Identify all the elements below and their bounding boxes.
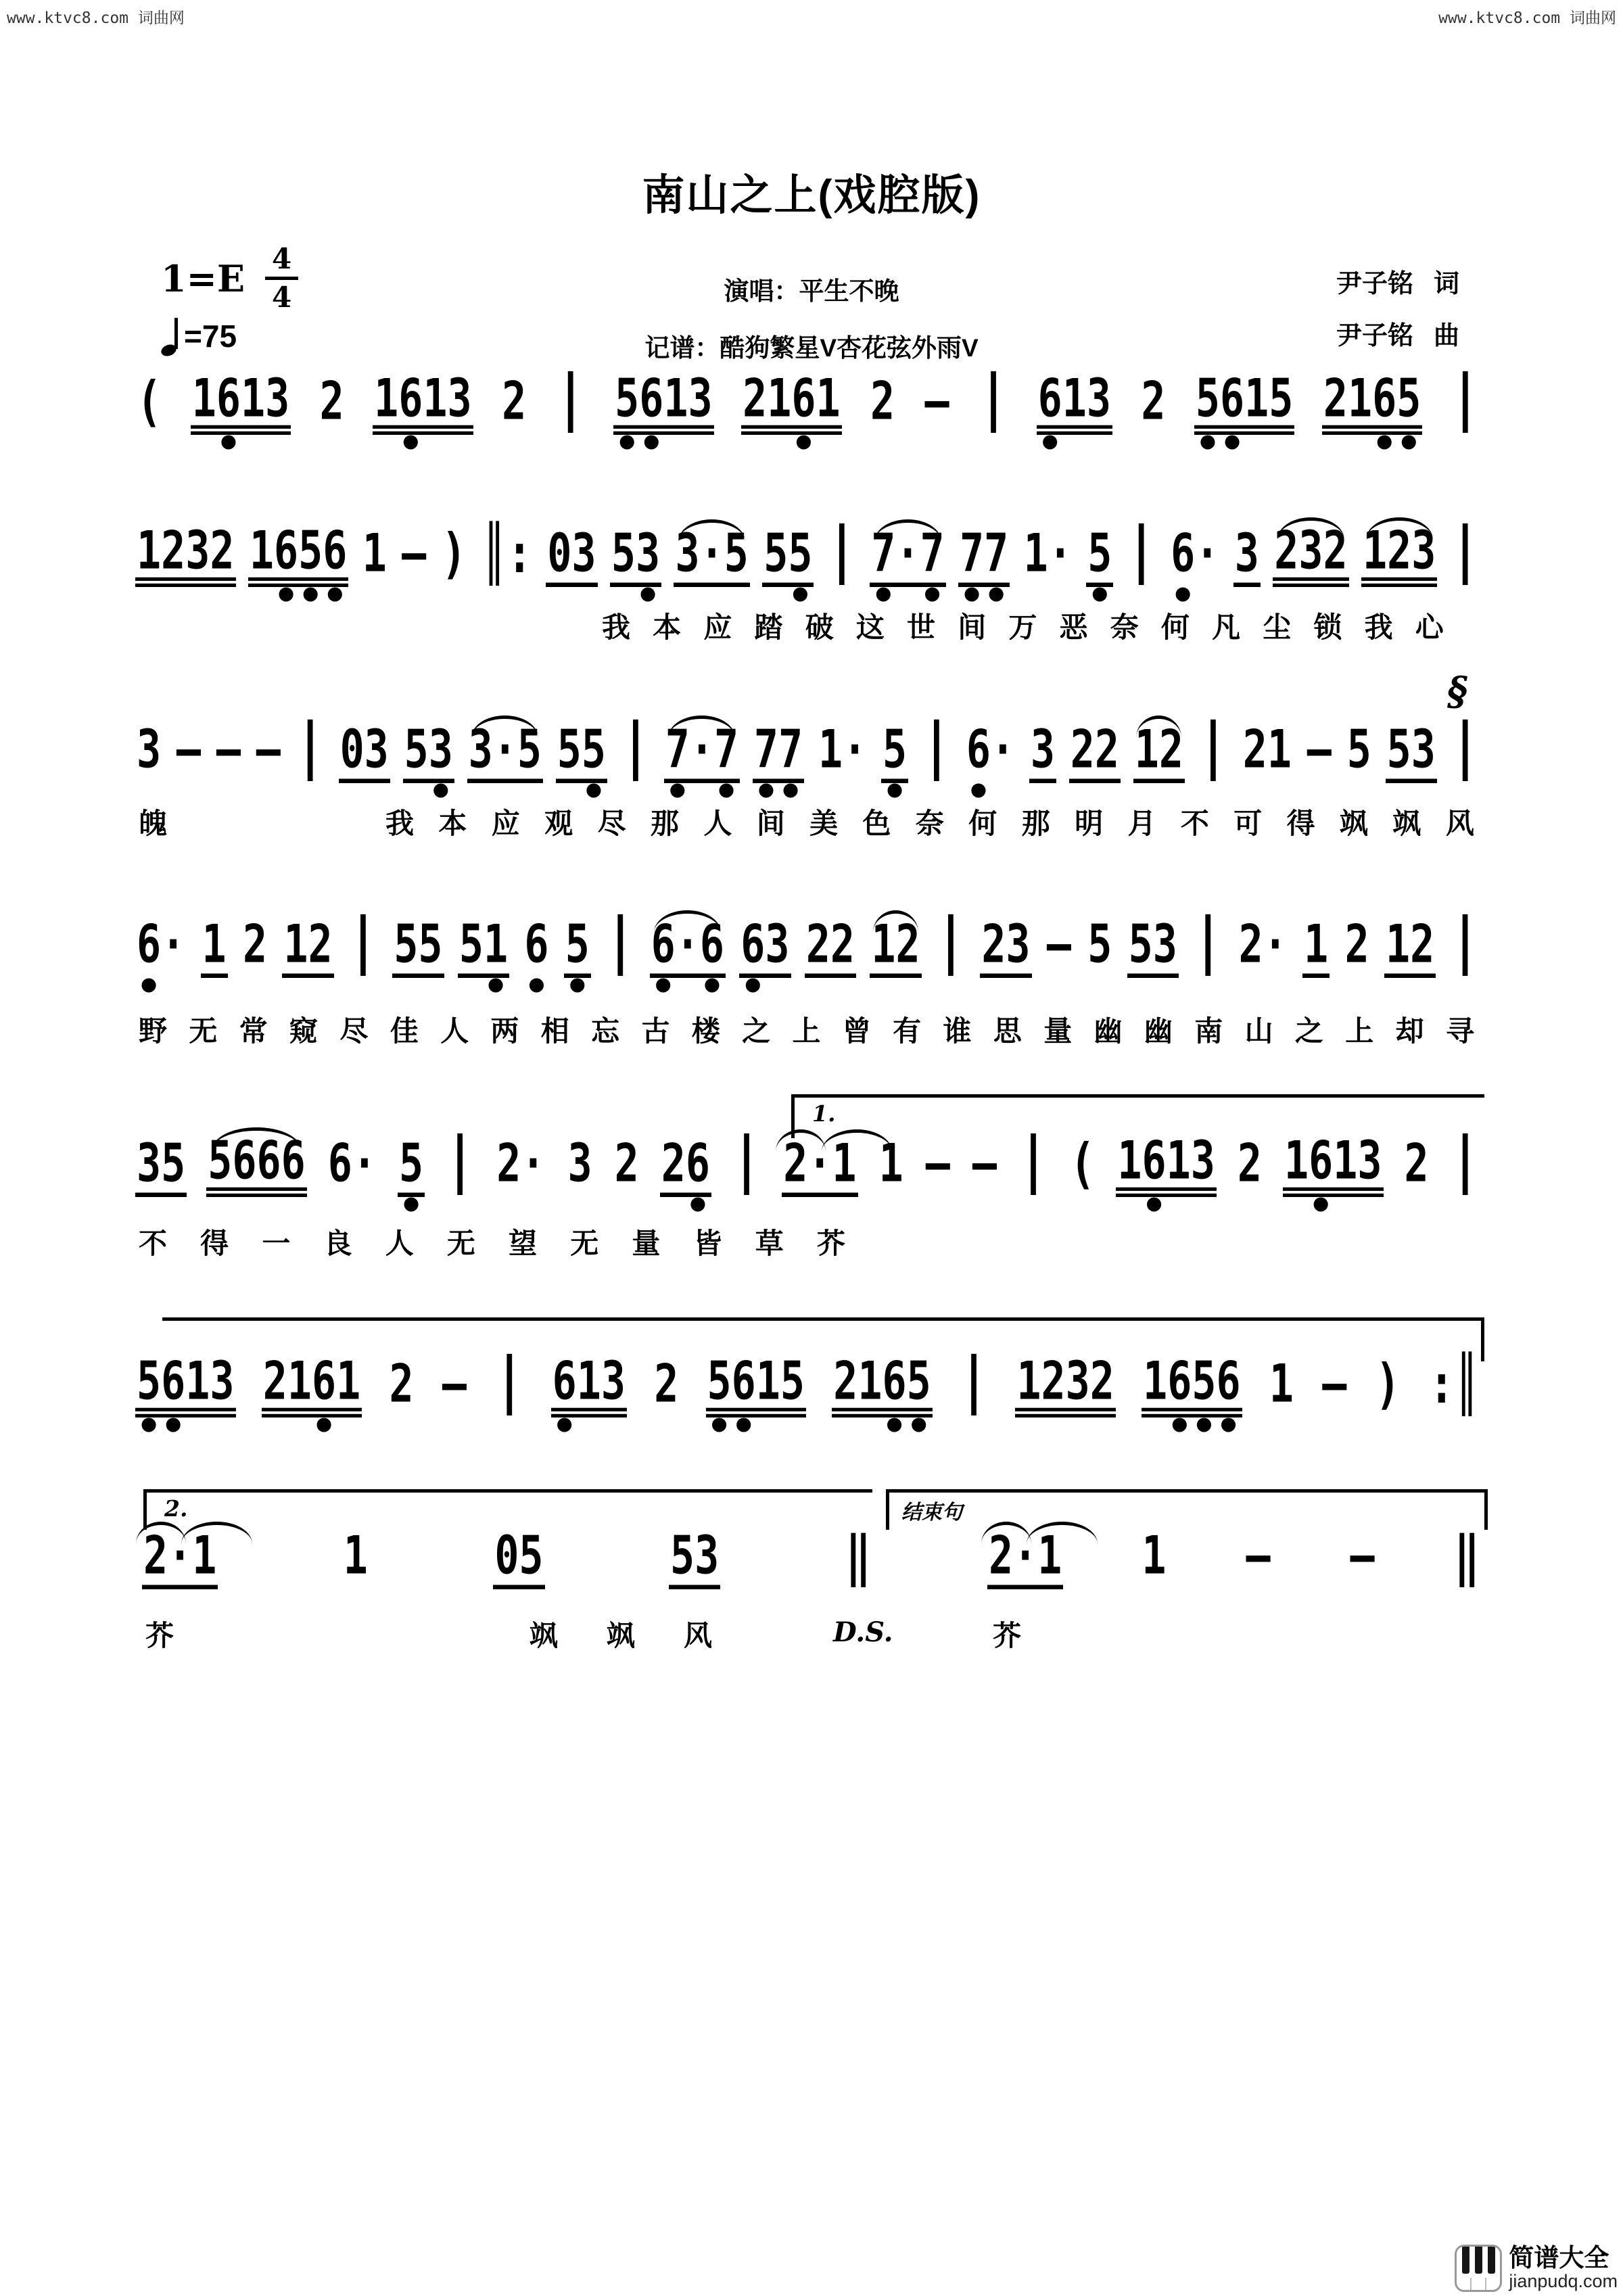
lyric-syllable: 尘 [1263,611,1292,643]
watermark-top-right: www.ktvc8.com 词曲网 [1438,9,1616,27]
note-token: 22 [805,932,856,1001]
lyric-syllable: 本 [653,611,682,643]
note-token: :║ [1429,1351,1480,1416]
note-token: 3 [1029,737,1056,806]
lyric-syllable: 上 [792,1015,821,1047]
lyrics-line-7 [530,1614,712,1654]
lyric-syllable: 却 [1395,1015,1424,1047]
lyric-syllable: 量 [1043,1015,1073,1047]
lyric-syllable: 我 [1364,611,1393,643]
lyric-syllable: 何 [1160,611,1190,643]
lyricist-credit [1336,262,1459,300]
lyric-syllable: 世 [907,611,936,643]
credits-center [644,271,978,364]
note-token: | [495,1343,524,1416]
note-token: 7·7 • • [871,523,945,619]
time-signature-denominator: 4 [271,281,292,314]
note-token: – [256,719,281,781]
lyric-syllable: 芥 [145,1620,174,1651]
note-token: 2 [1141,371,1166,433]
lyrics-line-4 [139,1009,1474,1050]
piano-keys-icon [1455,2245,1502,2292]
note-token: 3 [1233,541,1261,610]
note-token: – [1307,719,1332,781]
note-token: 1613 • [1117,1130,1215,1229]
note-token: 55 • [557,719,607,816]
lyric-syllable: 佳 [390,1015,419,1047]
note-token: 1 [362,523,387,585]
note-token: 1 [1269,1353,1294,1415]
lyric-syllable: 一 [262,1227,291,1259]
lyric-syllable: 幽 [1093,1015,1123,1047]
lyric-syllable: 草 [755,1227,784,1259]
note-token: 613 • [1037,368,1111,467]
note-token: 2161 • [743,368,841,467]
note-token: | [979,360,1008,434]
note-token: 2 [870,371,895,433]
lyric-syllable: 良 [323,1227,352,1259]
note-token: | [1451,1123,1480,1196]
lyric-syllable: 常 [239,1015,268,1047]
note-token: 05 [493,1543,544,1612]
segno-icon: § [1447,668,1468,714]
note-token: 7·7 • • [665,719,739,816]
note-token: 22 [1069,737,1121,806]
lyric-syllable: 踏 [754,611,783,643]
note-token: | [1018,1123,1048,1196]
note-token: | [732,1123,761,1196]
site-brand: 简谱大全 [1509,2244,1609,2272]
note-token: 1 [343,1525,368,1587]
note-token: – [924,371,949,433]
note-token: 5 • [399,1133,424,1229]
note-token: 5 • [1087,523,1112,619]
note-token: 1 [878,1133,903,1195]
note-token: 1 [201,932,228,1001]
lyric-syllable: 南 [1194,1015,1223,1047]
note-token: 77 •• [753,719,803,816]
note-token: 5615 •• [707,1351,805,1450]
note-token: | [1451,360,1480,434]
lyric-syllable: 魄 [139,807,168,839]
note-token: 12 [1133,737,1185,806]
lyric-syllable: 得 [1286,807,1315,839]
lyric-syllable: 皆 [693,1227,722,1259]
note-token: | [1451,904,1480,977]
note-token: ( [1070,1131,1096,1196]
note-token: 77 •• [960,523,1009,619]
note-token: 1613 • [1284,1130,1382,1229]
note-token: 6· • [1171,523,1220,619]
note-token: ( [137,369,162,434]
lyric-syllable: 飒 [530,1620,559,1651]
note-token: 2 [1344,914,1369,976]
note-token: 3 [137,719,162,781]
lyric-syllable: 可 [1233,807,1263,839]
note-token: 2·1 [782,1151,857,1220]
quarter-note-icon [161,317,180,356]
lyric-syllable: 不 [139,1227,168,1259]
note-token: ‖ [1454,1523,1480,1588]
lyric-syllable: 野 [139,1015,168,1047]
lyric-syllable: 人 [440,1015,469,1047]
lyric-syllable: 曾 [842,1015,871,1047]
lyric-syllable: 尽 [597,807,626,839]
note-token: 6·6 • • [651,914,724,1010]
lyric-syllable: 何 [968,807,997,839]
ending-label: 结束句 [901,1501,962,1524]
lyricist-name: 尹子铭 [1336,270,1413,298]
note-token: 2 [502,371,527,433]
note-token: 35 [135,1151,187,1220]
note-token: 2165 •• [1323,368,1421,467]
note-token: 03 [546,541,597,610]
lyric-syllable: 风 [683,1620,712,1651]
composer-role: 曲 [1433,322,1459,350]
lyric-syllable: 忘 [591,1015,620,1047]
lyric-syllable: 谁 [943,1015,972,1047]
note-token: 2161 • [262,1351,361,1450]
note-token: 6· • [966,719,1016,816]
lyric-syllable: 有 [893,1015,922,1047]
lyric-syllable: 心 [1415,611,1444,643]
lyric-syllable: 美 [809,807,839,839]
lyric-syllable: 窥 [289,1015,319,1047]
note-token: 53 [669,1543,720,1612]
note-token: ) [1375,1351,1401,1416]
note-token: 55 • [763,523,813,619]
note-token: 2 [242,914,268,976]
note-token: 5666 [206,1149,307,1220]
note-token: 1613 • [191,368,290,467]
note-token: 5613 •• [137,1351,235,1450]
note-token: 5 [1346,719,1371,781]
note-token: | [1451,709,1480,782]
lyric-syllable: 相 [540,1015,569,1047]
note-token: 1· [1023,523,1073,585]
note-token: 1232 [135,539,236,610]
note-token: ‖ [845,1523,871,1588]
note-token: 2·1 [142,1543,218,1612]
note-token: – [216,719,241,781]
note-token: 5615 •• [1195,368,1294,467]
note-token: 1613 • [374,368,472,467]
lyric-syllable: 芥 [993,1620,1022,1651]
lyric-syllable: 风 [1445,807,1474,839]
note-token: 1656 ••• [249,520,348,619]
lyric-syllable: 奈 [915,807,944,839]
lyric-syllable: 那 [1021,807,1050,839]
note-token: – [972,1133,997,1195]
notation-line-1 [135,360,1481,467]
lyric-syllable: 应 [703,611,732,643]
lyric-syllable: 破 [805,611,834,643]
notation-line-2 [135,513,1481,619]
note-token: 2 [319,371,344,433]
lyric-syllable: 间 [756,807,785,839]
lyric-syllable: 我 [385,807,415,839]
note-token: – [442,1353,467,1415]
note-token: 1 [1142,1525,1167,1587]
note-token: 1· [818,719,868,781]
lyric-syllable: 山 [1244,1015,1273,1047]
note-token: 2 [1404,1133,1429,1195]
lyric-syllable: 楼 [691,1015,720,1047]
note-token: 5 [1087,914,1112,976]
note-token: | [348,904,378,977]
note-token: 1232 [1015,1369,1116,1440]
note-token: ) [441,521,467,586]
lyric-syllable: 幽 [1144,1015,1173,1047]
lyric-syllable: 无 [570,1227,599,1259]
volta-2-label: 2. [164,1495,188,1522]
note-token: | [446,1123,475,1196]
note-token: 63 • [740,914,790,1010]
note-token: 53 [1386,737,1437,806]
time-signature-numerator: 4 [265,245,298,280]
lyric-syllable: 万 [1008,611,1037,643]
lyric-syllable: 人 [385,1227,414,1259]
lyrics-line-3 [385,801,1474,842]
lyric-syllable: 两 [490,1015,519,1047]
lyric-syllable: 人 [703,807,732,839]
note-token: | [621,709,650,782]
lyric-syllable: 之 [1294,1015,1323,1047]
note-token: – [1246,1525,1271,1587]
note-token: 2 [614,1133,639,1195]
lyricist-role: 词 [1433,270,1459,298]
time-signature [265,242,298,314]
composer-name: 尹子铭 [1336,322,1413,350]
lyric-syllable: 望 [509,1227,538,1259]
lyric-syllable: 上 [1345,1015,1374,1047]
note-token: 2· [496,1133,546,1195]
lyric-syllable: 古 [641,1015,670,1047]
note-token: 26 • [661,1133,711,1229]
lyric-syllable: 色 [862,807,891,839]
note-token: | [936,904,966,977]
note-token: 2·1 [987,1543,1063,1612]
lyric-syllable: 凡 [1212,611,1241,643]
lyric-syllable: 思 [993,1015,1022,1047]
song-title: 南山之上(戏腔版) [642,172,981,219]
lyric-syllable: 不 [1180,807,1209,839]
note-token: 3·5 [467,737,543,806]
lyric-syllable: 无 [189,1015,218,1047]
lyric-syllable: 恶 [1059,611,1088,643]
note-token: | [960,1343,989,1416]
notation-line-3 [135,709,1481,816]
note-token: 53 • [611,523,661,619]
note-token: 03 [339,737,390,806]
note-token: ║: [481,521,532,586]
tempo-value: =75 [184,319,237,354]
lyric-syllable: 本 [438,807,467,839]
notation-credit: 记谱：酷狗繁星V杏花弦外雨V [644,334,979,362]
lyric-syllable: 我 [602,611,631,643]
lyrics-line-2 [602,605,1444,646]
lyric-syllable: 寻 [1445,1015,1474,1047]
lyric-syllable: 之 [742,1015,771,1047]
note-token: 55 [392,932,444,1001]
lyric-syllable: 芥 [816,1227,845,1259]
note-token: – [1322,1353,1347,1415]
lyric-syllable: 观 [544,807,573,839]
ending-bracket [886,1489,1488,1530]
note-token: 6· [327,1133,377,1195]
note-token: | [1127,513,1156,586]
lyric-syllable: 尽 [339,1015,369,1047]
note-token: 232 [1273,539,1348,610]
note-token: 12 [870,932,921,1001]
note-token: – [925,1133,950,1195]
note-token: | [556,360,585,434]
note-token: 21 [1242,719,1292,781]
key-signature-block [161,242,298,314]
lyric-syllable: 明 [1075,807,1104,839]
lyrics-line-5 [139,1221,845,1262]
key-signature: 1=E [161,256,245,300]
lyric-syllable: 锁 [1313,611,1342,643]
note-token: 2165 •• [833,1351,931,1450]
note-token: 23 [980,932,1031,1001]
note-token: | [1198,709,1227,782]
note-token: 2 [389,1353,414,1415]
note-token: – [1350,1525,1375,1587]
site-logo [1455,2245,1618,2292]
composer-credit [1336,314,1459,352]
volta-2-bracket [143,1489,872,1530]
note-token: 613 • [552,1351,626,1450]
note-token: – [402,523,427,585]
lyric-syllable: 飒 [1340,807,1369,839]
lyric-syllable: 这 [855,611,885,643]
dal-segno-marking: D.S. [833,1616,893,1648]
note-token: – [1046,914,1071,976]
note-token: 12 [282,932,333,1001]
note-token: | [1194,904,1223,977]
notation-line-7-volta2 [142,1523,872,1612]
note-token: 123 [1361,539,1437,610]
credits-right [1336,262,1459,367]
note-token: 53 • [404,719,453,816]
note-token: 5 • [882,719,908,816]
lyric-syllable: 应 [491,807,520,839]
note-token: | [296,709,325,782]
volta-1-label: 1. [812,1100,836,1127]
notation-line-7-ending [987,1523,1481,1612]
lyric-syllable: 得 [200,1227,229,1259]
tempo-marking [161,317,237,356]
lyric-syllable: 飒 [1392,807,1421,839]
note-token: – [176,719,202,781]
note-token: 3 [567,1133,592,1195]
note-token: 3·5 [674,541,749,610]
notation-line-4 [135,904,1481,1010]
note-token: 51 • [458,914,509,1010]
note-token: 53 [1127,932,1179,1001]
note-token: 2 [654,1353,679,1415]
note-token: 6 • [524,914,549,1010]
note-token: | [827,513,856,586]
note-token: 1 [1302,932,1330,1001]
notation-line-6 [135,1343,1481,1450]
note-token: 12 [1384,932,1436,1001]
lyric-syllable: 无 [446,1227,475,1259]
note-token: 6· • [137,914,186,1010]
note-token: 2 [1237,1133,1263,1195]
site-domain: jianpudq.com [1509,2271,1618,2292]
note-token: 2· [1238,914,1288,976]
watermark-top-left: www.ktvc8.com 词曲网 [7,9,185,27]
notation-line-5 [135,1123,1481,1229]
note-token: | [606,904,635,977]
lyric-syllable: 飒 [606,1620,635,1651]
singer-credit: 演唱：平生不晚 [724,277,899,305]
note-token: | [1451,513,1480,586]
note-token: 1656 ••• [1143,1351,1241,1450]
lyric-syllable: 那 [650,807,679,839]
lyric-syllable: 月 [1127,807,1156,839]
lyric-syllable: 间 [958,611,987,643]
note-token: 5 • [565,914,590,1010]
note-token: | [922,709,951,782]
lyric-syllable: 量 [632,1227,661,1259]
note-token: 5613 •• [615,368,713,467]
lyric-syllable: 奈 [1110,611,1139,643]
